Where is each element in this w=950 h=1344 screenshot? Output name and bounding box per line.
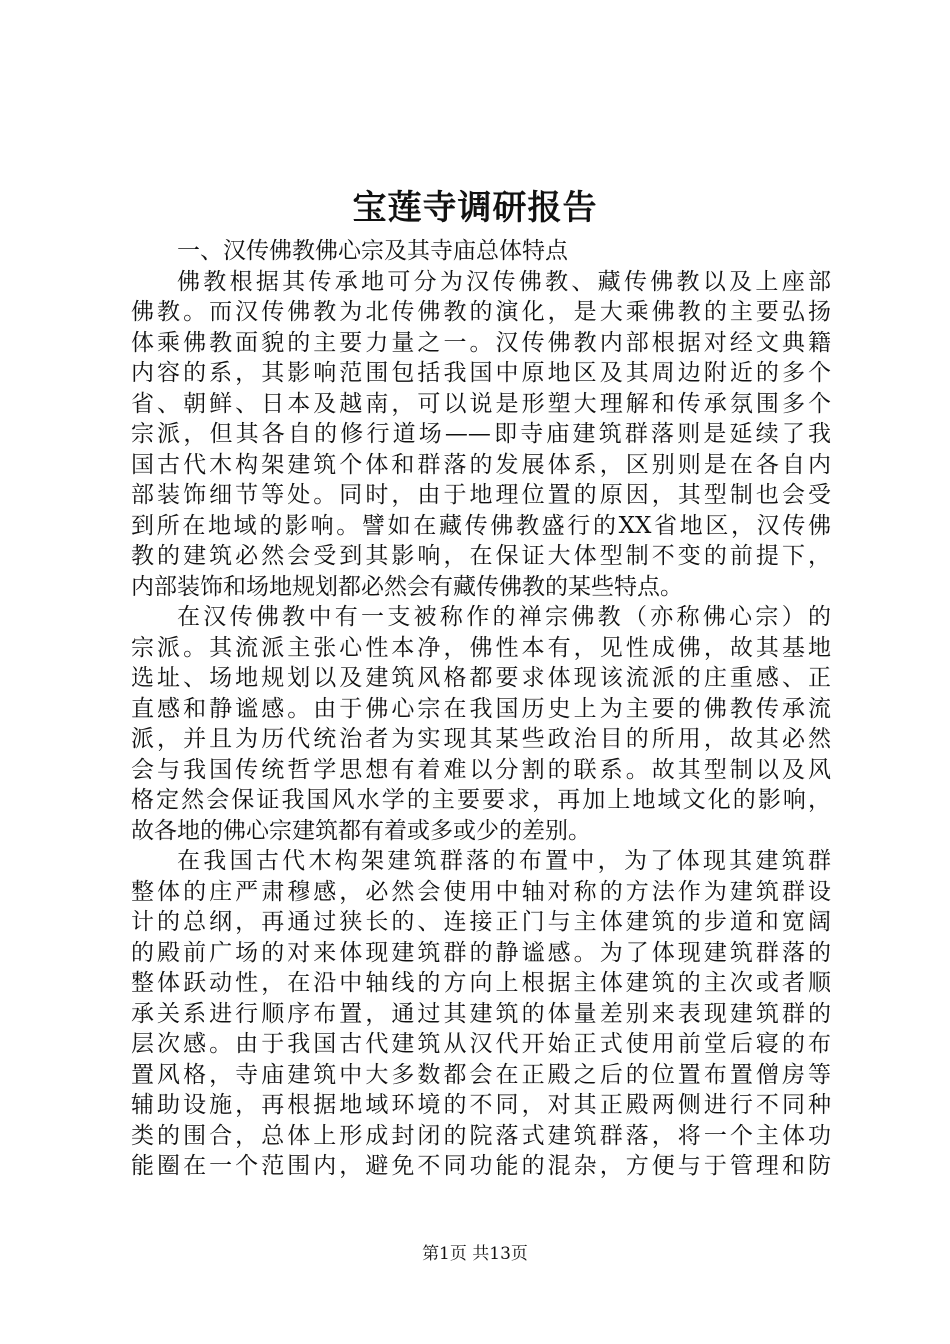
paragraph-line: 宗派。其流派主张心性本净，佛性本有，见性成佛，故其基地: [131, 634, 831, 661]
paragraph-2: [131, 602, 831, 846]
paragraph-line: 佛教。而汉传佛教为北传佛教的演化，是大乘佛教的主要弘扬: [131, 299, 831, 325]
paragraph-line: 体乘佛教面貌的主要力量之一。汉传佛教内部根据对经文典籍: [131, 329, 831, 356]
paragraph-3: [131, 846, 831, 1182]
paragraph-line: 承关系进行顺序布置，通过其建筑的体量差别来表现建筑群的: [131, 1000, 831, 1027]
page-number-footer: 第1页 共13页: [422, 1244, 528, 1264]
section-heading: 一、汉传佛教佛心宗及其寺庙总体特点: [177, 238, 568, 264]
paragraph-line: 在汉传佛教中有一支被称作的禅宗佛教（亦称佛心宗）的: [177, 604, 831, 630]
paragraph-line: 整体跃动性，在沿中轴线的方向上根据主体建筑的主次或者顺: [131, 970, 831, 996]
paragraph-line: 整体的庄严肃穆感，必然会使用中轴对称的方法作为建筑群设: [131, 878, 831, 905]
paragraph-line: 故各地的佛心宗建筑都有着或多或少的差别。: [131, 817, 591, 844]
paragraph-line: 直感和静谧感。由于佛心宗在我国历史上为主要的佛教传承流: [131, 695, 831, 722]
paragraph-line: 佛教根据其传承地可分为汉传佛教、藏传佛教以及上座部: [177, 268, 831, 295]
paragraph-line: 的殿前广场的对来体现建筑群的静谧感。为了体现建筑群落的: [131, 939, 831, 966]
paragraph-line: 内部装饰和场地规划都必然会有藏传佛教的某些特点。: [131, 573, 683, 600]
paragraph-line: 辅助设施，再根据地域环境的不同，对其正殿两侧进行不同种: [131, 1092, 831, 1118]
paragraph-line: 会与我国传统哲学思想有着难以分割的联系。故其型制以及风: [131, 756, 831, 783]
paragraph-line: 内容的系，其影响范围包括我国中原地区及其周边附近的多个: [131, 360, 831, 386]
paragraph-line: 类的围合，总体上形成封闭的院落式建筑群落，将一个主体功: [131, 1122, 831, 1149]
document-body: [131, 236, 831, 1182]
paragraph-line: 省、朝鲜、日本及越南，可以说是形塑大理解和传承氛围多个: [131, 390, 831, 417]
paragraph-1: [131, 267, 831, 603]
paragraph-line: 格定然会保证我国风水学的主要要求，再加上地域文化的影响，: [131, 787, 831, 813]
paragraph-line: 到所在地域的影响。譬如在藏传佛教盛行的XX省地区，汉传佛: [131, 512, 831, 539]
paragraph-line: 派，并且为历代统治者为实现其某些政治目的所用，故其必然: [131, 726, 831, 752]
paragraph-line: 宗派，但其各自的修行道场——即寺庙建筑群落则是延续了我: [131, 421, 831, 447]
document-title: 宝莲寺调研报告: [352, 188, 598, 228]
paragraph-line: 部装饰细节等处。同时，由于地理位置的原因，其型制也会受: [131, 482, 831, 508]
paragraph-line: 选址、场地规划以及建筑风格都要求体现该流派的庄重感、正: [131, 665, 831, 691]
paragraph-line: 计的总纲，再通过狭长的、连接正门与主体建筑的步道和宽阔: [131, 909, 831, 935]
paragraph-line: 层次感。由于我国古代建筑从汉代开始正式使用前堂后寝的布: [131, 1031, 831, 1057]
paragraph-line: 教的建筑必然会受到其影响，在保证大体型制不变的前提下，: [131, 543, 831, 569]
paragraph-line: 置风格，寺庙建筑中大多数都会在正殿之后的位置布置僧房等: [131, 1061, 831, 1088]
paragraph-line: 国古代木构架建筑个体和群落的发展体系，区别则是在各自内: [131, 451, 831, 478]
paragraph-line: 能圈在一个范围内，避免不同功能的混杂，方便与于管理和防: [131, 1153, 831, 1179]
paragraph-line: 在我国古代木构架建筑群落的布置中，为了体现其建筑群: [177, 848, 831, 874]
